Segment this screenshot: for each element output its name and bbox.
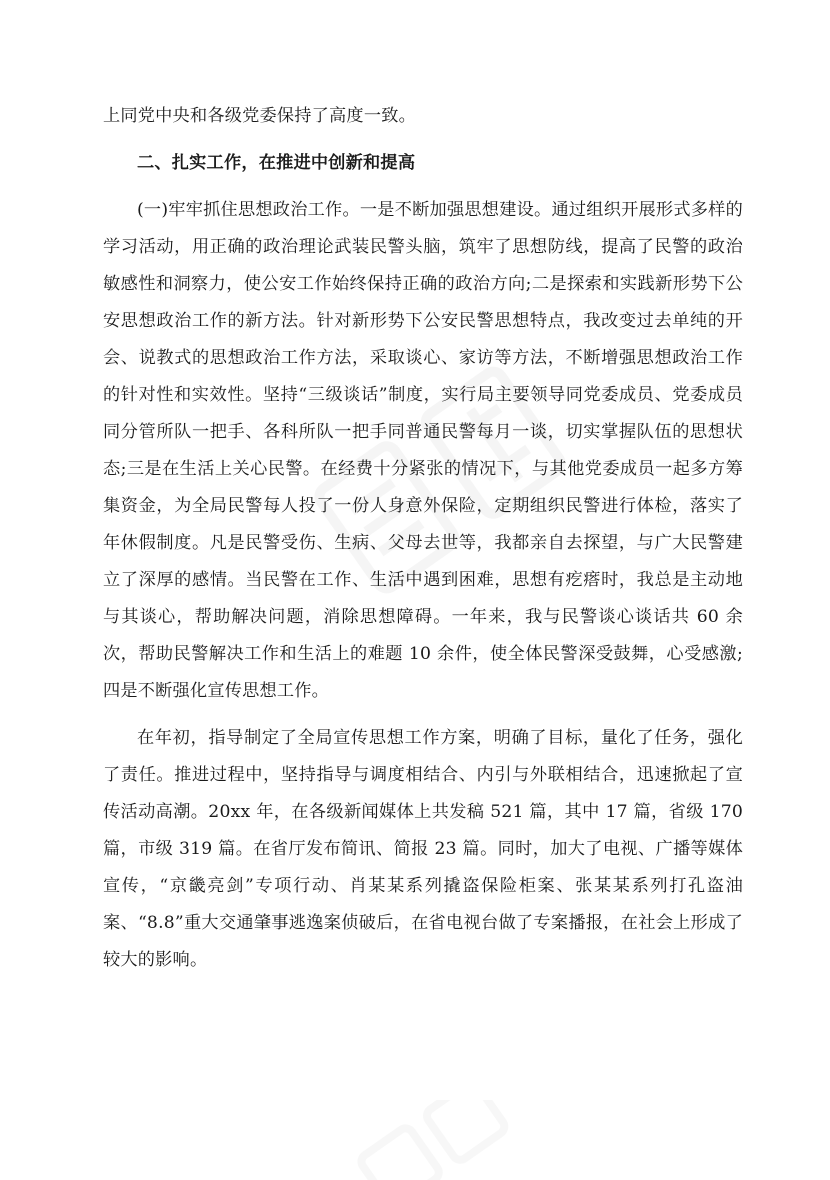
paragraph-publicity-work: 在年初，指导制定了全局宣传思想工作方案，明确了目标，量化了任务，强化了责任。推进过程中，坚持指导与调度相结合、内引与外联相结合，迅速掀起了宣传活动高潮。20xx 年，在各级新闻媒体上共发稿 521 篇，其中 17 篇，省级 170 篇，市级 319 篇。在省厅发布简讯、简报 23 篇。同时，加大了电视、广播等媒体宣传，“京畿亮剑”专项行动、肖某某系列撬盗保险柜案、张某某系列打孔盗油案、“8.8”重大交通肇事逃逸案侦破后，在省电视台做了专案播报，在社会上形成了较大的影响。 <box>103 728 743 970</box>
paragraph-continuation: 上同党中央和各级党委保持了高度一致。 <box>103 106 416 126</box>
watermark-fragment-icon <box>340 1100 520 1180</box>
section-heading: 二、扎实工作，在推进中创新和提高 <box>137 153 416 173</box>
paragraph-political-work: (一)牢牢抓住思想政治工作。一是不断加强思想建设。通过组织开展形式多样的学习活动，用正确的政治理论武装民警头脑，筑牢了思想防线，提高了民警的政治敏感性和洞察力，使公安工作始终保持正确的政治方向;二是探索和实践新形势下公安思想政治工作的新方法。针对新形势下公安民警思想特点，我改变过去单纯的开会、说教式的思想政治工作方法，采取谈心、家访等方法，不断增强思想政治工作的针对性和实效性。坚持“三级谈话”制度，实行局主要领导同党委成员、党委成员同分管所队一把手、各科所队一把手同普通民警每月一谈，切实掌握队伍的思想状态;三是在生活上关心民警。在经费十分紧张的情况下，与其他党委成员一起多方筹集资金，为全局民警每人投了一份人身意外保险，定期组织民警进行体检，落实了年休假制度。凡是民警受伤、生病、父母去世等，我都亲自去探望，与广大民警建立了深厚的感情。当民警在工作、生活中遇到困难，思想有疙瘩时，我总是主动地与其谈心，帮助解决问题，消除思想障碍。一年来，我与民警谈心谈话共 60 余次，帮助民警解决工作和生活上的难题 10 余件，使全体民警深受鼓舞，心受感激;四是不断强化宣传思想工作。 <box>103 200 743 701</box>
document-body <box>103 98 743 979</box>
